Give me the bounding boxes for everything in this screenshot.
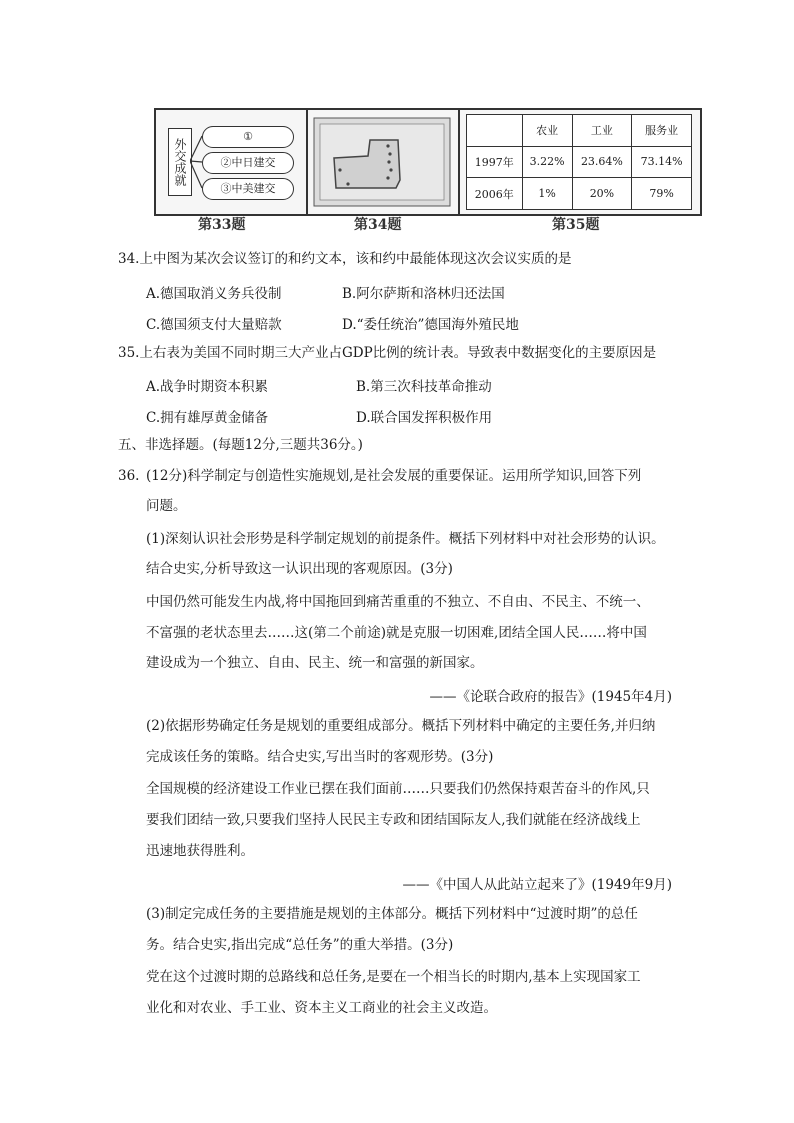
gdp-ratio-table: [466, 114, 692, 210]
q36-part1-line1: (1)深刻认识社会形势是科学制定规划的前提条件。概括下列材料中对社会形势的认识。: [146, 531, 665, 547]
q35-option-b: B.第三次科技革命推动: [356, 379, 492, 395]
section-heading: 五、非选择题。(每题12分,三题共36分。): [118, 437, 363, 453]
material2-line2: 要我们团结一致,只要我们坚持人民民主专政和团结国际友人,我们就能在经济战线上: [146, 812, 641, 828]
achievement-item-2: ②中日建交: [202, 152, 294, 174]
q35-option-a: A.战争时期资本积累: [146, 379, 269, 395]
material1-line3: 建设成为一个独立、自由、民主、统一和富强的新国家。: [146, 655, 484, 671]
table-cell: 23.64%: [572, 146, 632, 178]
figure-34-map: [308, 110, 460, 214]
q35-stem: 35.上右表为美国不同时期三大产业占GDP比例的统计表。导致表中数据变化的主要原因是: [118, 345, 657, 361]
achievement-item-3: ③中美建交: [202, 178, 294, 200]
material3-line2: 业化和对农业、手工业、资本主义工商业的社会主义改造。: [146, 1000, 497, 1016]
q34-option-a: A.德国取消义务兵役制: [146, 286, 282, 302]
figure-35-table-panel: [462, 110, 700, 214]
q36-number: 36.: [118, 468, 140, 484]
achievement-item-1: ①: [202, 126, 294, 148]
q36-part2-line1: (2)依据形势确定任务是规划的重要组成部分。概括下列材料中确定的主要任务,并归纳: [146, 718, 656, 734]
q36-part3-line1: (3)制定完成任务的主要措施是规划的主体部分。概括下列材料中“过渡时期”的总任: [146, 906, 638, 922]
material2-line3: 迅速地获得胜利。: [146, 843, 254, 859]
table-cell: 79%: [632, 178, 692, 210]
table-cell: 1997年: [467, 146, 523, 178]
table-cell: 1%: [522, 178, 572, 210]
q35-option-c: C.拥有雄厚黄金储备: [146, 410, 269, 426]
material1-line1: 中国仍然可能发生内战,将中国拖回到痛苦重重的不独立、不自由、不民主、不统一、: [146, 594, 650, 610]
table-cell: 20%: [572, 178, 632, 210]
material2-source: ——《中国人从此站立起来了》(1949年9月): [402, 877, 672, 893]
caption-q35: 第35题: [552, 217, 600, 233]
material1-source: ——《论联合政府的报告》(1945年4月): [429, 689, 672, 705]
q36-stem-line2: 问题。: [146, 498, 187, 514]
table-cell: 3.22%: [522, 146, 572, 178]
material3-line1: 党在这个过渡时期的总路线和总任务,是要在一个相当长的时期内,基本上实现国家工: [146, 969, 641, 985]
q36-part3-line2: 务。结合史实,指出完成“总任务”的重大举措。(3分): [146, 937, 454, 953]
q36-part1-line2: 结合史实,分析导致这一认识出现的客观原因。(3分): [146, 561, 453, 577]
table-cell: 2006年: [467, 178, 523, 210]
q34-stem: 34.上中图为某次会议签订的和约文本，该和约中最能体现这次会议实质的是: [118, 251, 572, 267]
q34-option-d: D.“委任统治”德国海外殖民地: [342, 317, 519, 333]
q35-option-d: D.联合国发挥积极作用: [356, 410, 493, 426]
q34-option-b: B.阿尔萨斯和洛林归还法国: [342, 286, 505, 302]
caption-q33: 第33题: [198, 217, 246, 233]
q34-option-c: C.德国须支付大量赔款: [146, 317, 282, 333]
table-header-cell: 工业: [572, 115, 632, 147]
table-header-cell: 服务业: [632, 115, 692, 147]
treaty-map-image: [308, 110, 458, 214]
diplomacy-label-box: 外交成就: [168, 128, 192, 196]
table-row: [467, 146, 692, 178]
figure-strip: [154, 108, 702, 216]
caption-q34: 第34题: [354, 217, 402, 233]
q36-part2-line2: 完成该任务的策略。结合史实,写出当时的客观形势。(3分): [146, 749, 494, 765]
table-header-row: [467, 115, 692, 147]
table-row: [467, 178, 692, 210]
q36-stem-line1: (12分)科学制定与创造性实施规划,是社会发展的重要保证。运用所学知识,回答下列: [146, 468, 642, 484]
material1-line2: 不富强的老状态里去……这(第二个前途)就是克服一切困难,团结全国人民……将中国: [146, 625, 647, 641]
figure-33-diagram: [156, 110, 308, 214]
table-cell: 73.14%: [632, 146, 692, 178]
material2-line1: 全国规模的经济建设工作业已摆在我们面前……只要我们仍然保持艰苦奋斗的作风,只: [146, 781, 650, 797]
table-header-cell: 农业: [522, 115, 572, 147]
table-header-cell: [467, 115, 523, 147]
